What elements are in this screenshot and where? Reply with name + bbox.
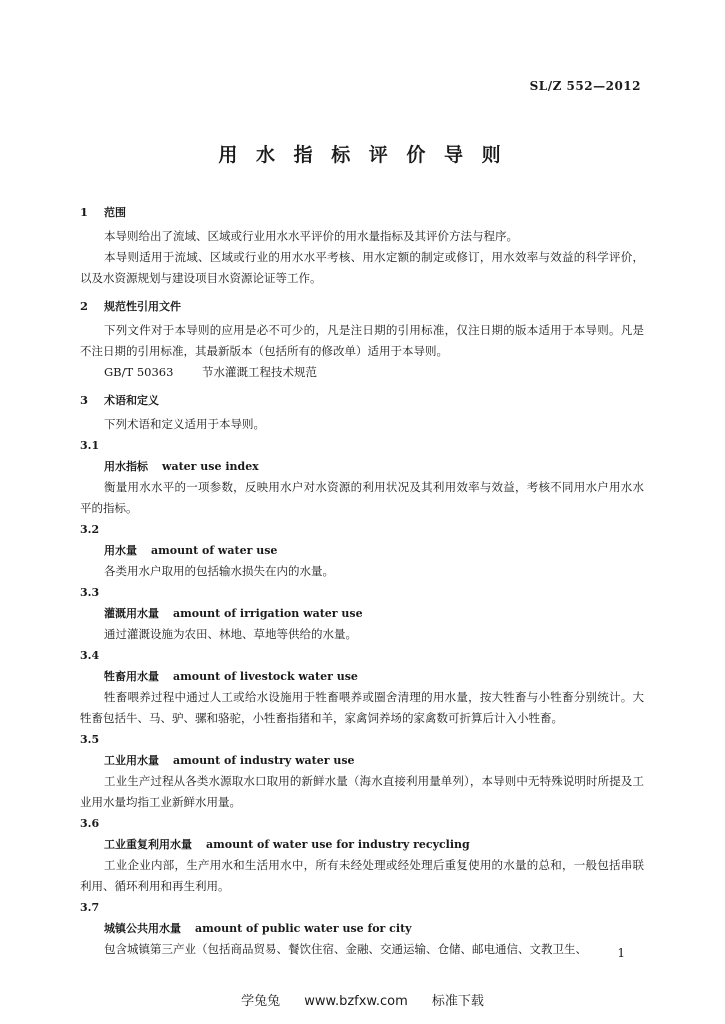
term-number: 3.1: [80, 439, 100, 452]
term-entry: [80, 519, 644, 582]
section-title: 术语和定义: [104, 394, 159, 407]
term-english: amount of livestock water use: [173, 670, 358, 683]
term-chinese: 工业重复利用水量: [104, 838, 192, 851]
term-name: [80, 456, 644, 477]
section-heading-3: [80, 390, 644, 411]
term-english: amount of irrigation water use: [173, 607, 363, 620]
standard-code: SL/Z 552—2012: [529, 79, 641, 93]
term-entry: [80, 645, 644, 729]
section-heading-2: [80, 296, 644, 317]
term-definition: 包含城镇第三产业（包括商品贸易、餐饮住宿、金融、交通运输、仓储、邮电通信、文教卫生、: [104, 942, 587, 956]
reference-title: 节水灌溉工程技术规范: [202, 365, 317, 379]
reference-code: GB/T 50363: [104, 365, 174, 379]
term-english: amount of water use: [151, 544, 278, 557]
term-english: amount of public water use for city: [195, 922, 412, 935]
footer-tagline: 标准下载: [431, 994, 484, 1009]
term-number: 3.6: [80, 817, 100, 830]
section-number: 1: [80, 205, 89, 219]
term-entry: [80, 813, 644, 897]
term-name: [80, 666, 644, 687]
term-number: 3.7: [80, 901, 100, 914]
section-title: 范围: [104, 206, 126, 219]
paragraph: 本导则给出了流域、区域或行业用水水平评价的用水量指标及其评价方法与程序。: [104, 229, 518, 243]
term-english: amount of industry water use: [173, 754, 355, 767]
term-entry: [80, 435, 644, 519]
term-number: 3.3: [80, 586, 100, 599]
section-number: 2: [80, 299, 89, 313]
footer-site-name: 学兔兔: [241, 994, 281, 1009]
term-chinese: 工业用水量: [104, 754, 159, 767]
term-definition: 工业企业内部，生产用水和生活用水中，所有未经处理或经处理后重复使用的水量的总和，一般包括串联利用、循环利用和再生利用。: [80, 858, 644, 893]
paragraph: 下列术语和定义适用于本导则。: [104, 417, 265, 431]
term-name: [80, 603, 644, 624]
term-name: [80, 750, 644, 771]
term-definition: 牲畜喂养过程中通过人工或给水设施用于牲畜喂养或圈舍清理的用水量，按大牲畜与小牲畜分别统计。大牲畜包括牛、马、驴、骡和骆驼，小牲畜指猪和羊，家禽饲养场的家禽数可折算后计入小牲畜。: [80, 690, 644, 725]
term-definition: 通过灌溉设施为农田、林地、草地等供给的水量。: [104, 627, 357, 641]
term-number: 3.4: [80, 649, 100, 662]
normative-reference: [80, 362, 644, 383]
term-entry: [80, 582, 644, 645]
section-title: 规范性引用文件: [104, 300, 181, 313]
paragraph: 本导则适用于流域、区域或行业的用水水平考核、用水定额的制定或修订，用水效率与效益的科学评价，以及水资源规划与建设项目水资源论证等工作。: [80, 250, 644, 285]
document-body: [80, 198, 644, 960]
term-definition: 衡量用水水平的一项参数，反映用水户对水资源的利用状况及其利用效率与效益，考核不同用水户用水水平的指标。: [80, 480, 644, 515]
term-number: 3.2: [80, 523, 100, 536]
term-name: [80, 834, 644, 855]
term-chinese: 用水量: [104, 544, 137, 557]
term-chinese: 用水指标: [104, 460, 148, 473]
term-english: amount of water use for industry recycling: [206, 838, 470, 851]
term-name: [80, 540, 644, 561]
term-name: [80, 918, 644, 939]
term-chinese: 灌溉用水量: [104, 607, 159, 620]
footer-watermark: [0, 990, 725, 1009]
term-entry: [80, 729, 644, 813]
paragraph: 下列文件对于本导则的应用是必不可少的，凡是注日期的引用标准，仅注日期的版本适用于本导则。凡是不注日期的引用标准，其最新版本（包括所有的修改单）适用于本导则。: [80, 323, 644, 358]
page-number: 1: [617, 946, 625, 960]
term-chinese: 城镇公共用水量: [104, 922, 181, 935]
term-chinese: 牲畜用水量: [104, 670, 159, 683]
section-heading-1: [80, 202, 644, 223]
term-number: 3.5: [80, 733, 100, 746]
term-definition: 各类用水户取用的包括输水损失在内的水量。: [104, 564, 334, 578]
term-english: water use index: [162, 460, 259, 473]
section-number: 3: [80, 393, 89, 407]
document-title: 用 水 指 标 评 价 导 则: [218, 144, 507, 166]
term-definition: 工业生产过程从各类水源取水口取用的新鲜水量（海水直接利用量单列），本导则中无特殊说明时所提及工业用水量均指工业新鲜水用量。: [80, 774, 644, 809]
term-entry: [80, 897, 644, 960]
footer-url: www.bzfxw.com: [304, 994, 408, 1009]
